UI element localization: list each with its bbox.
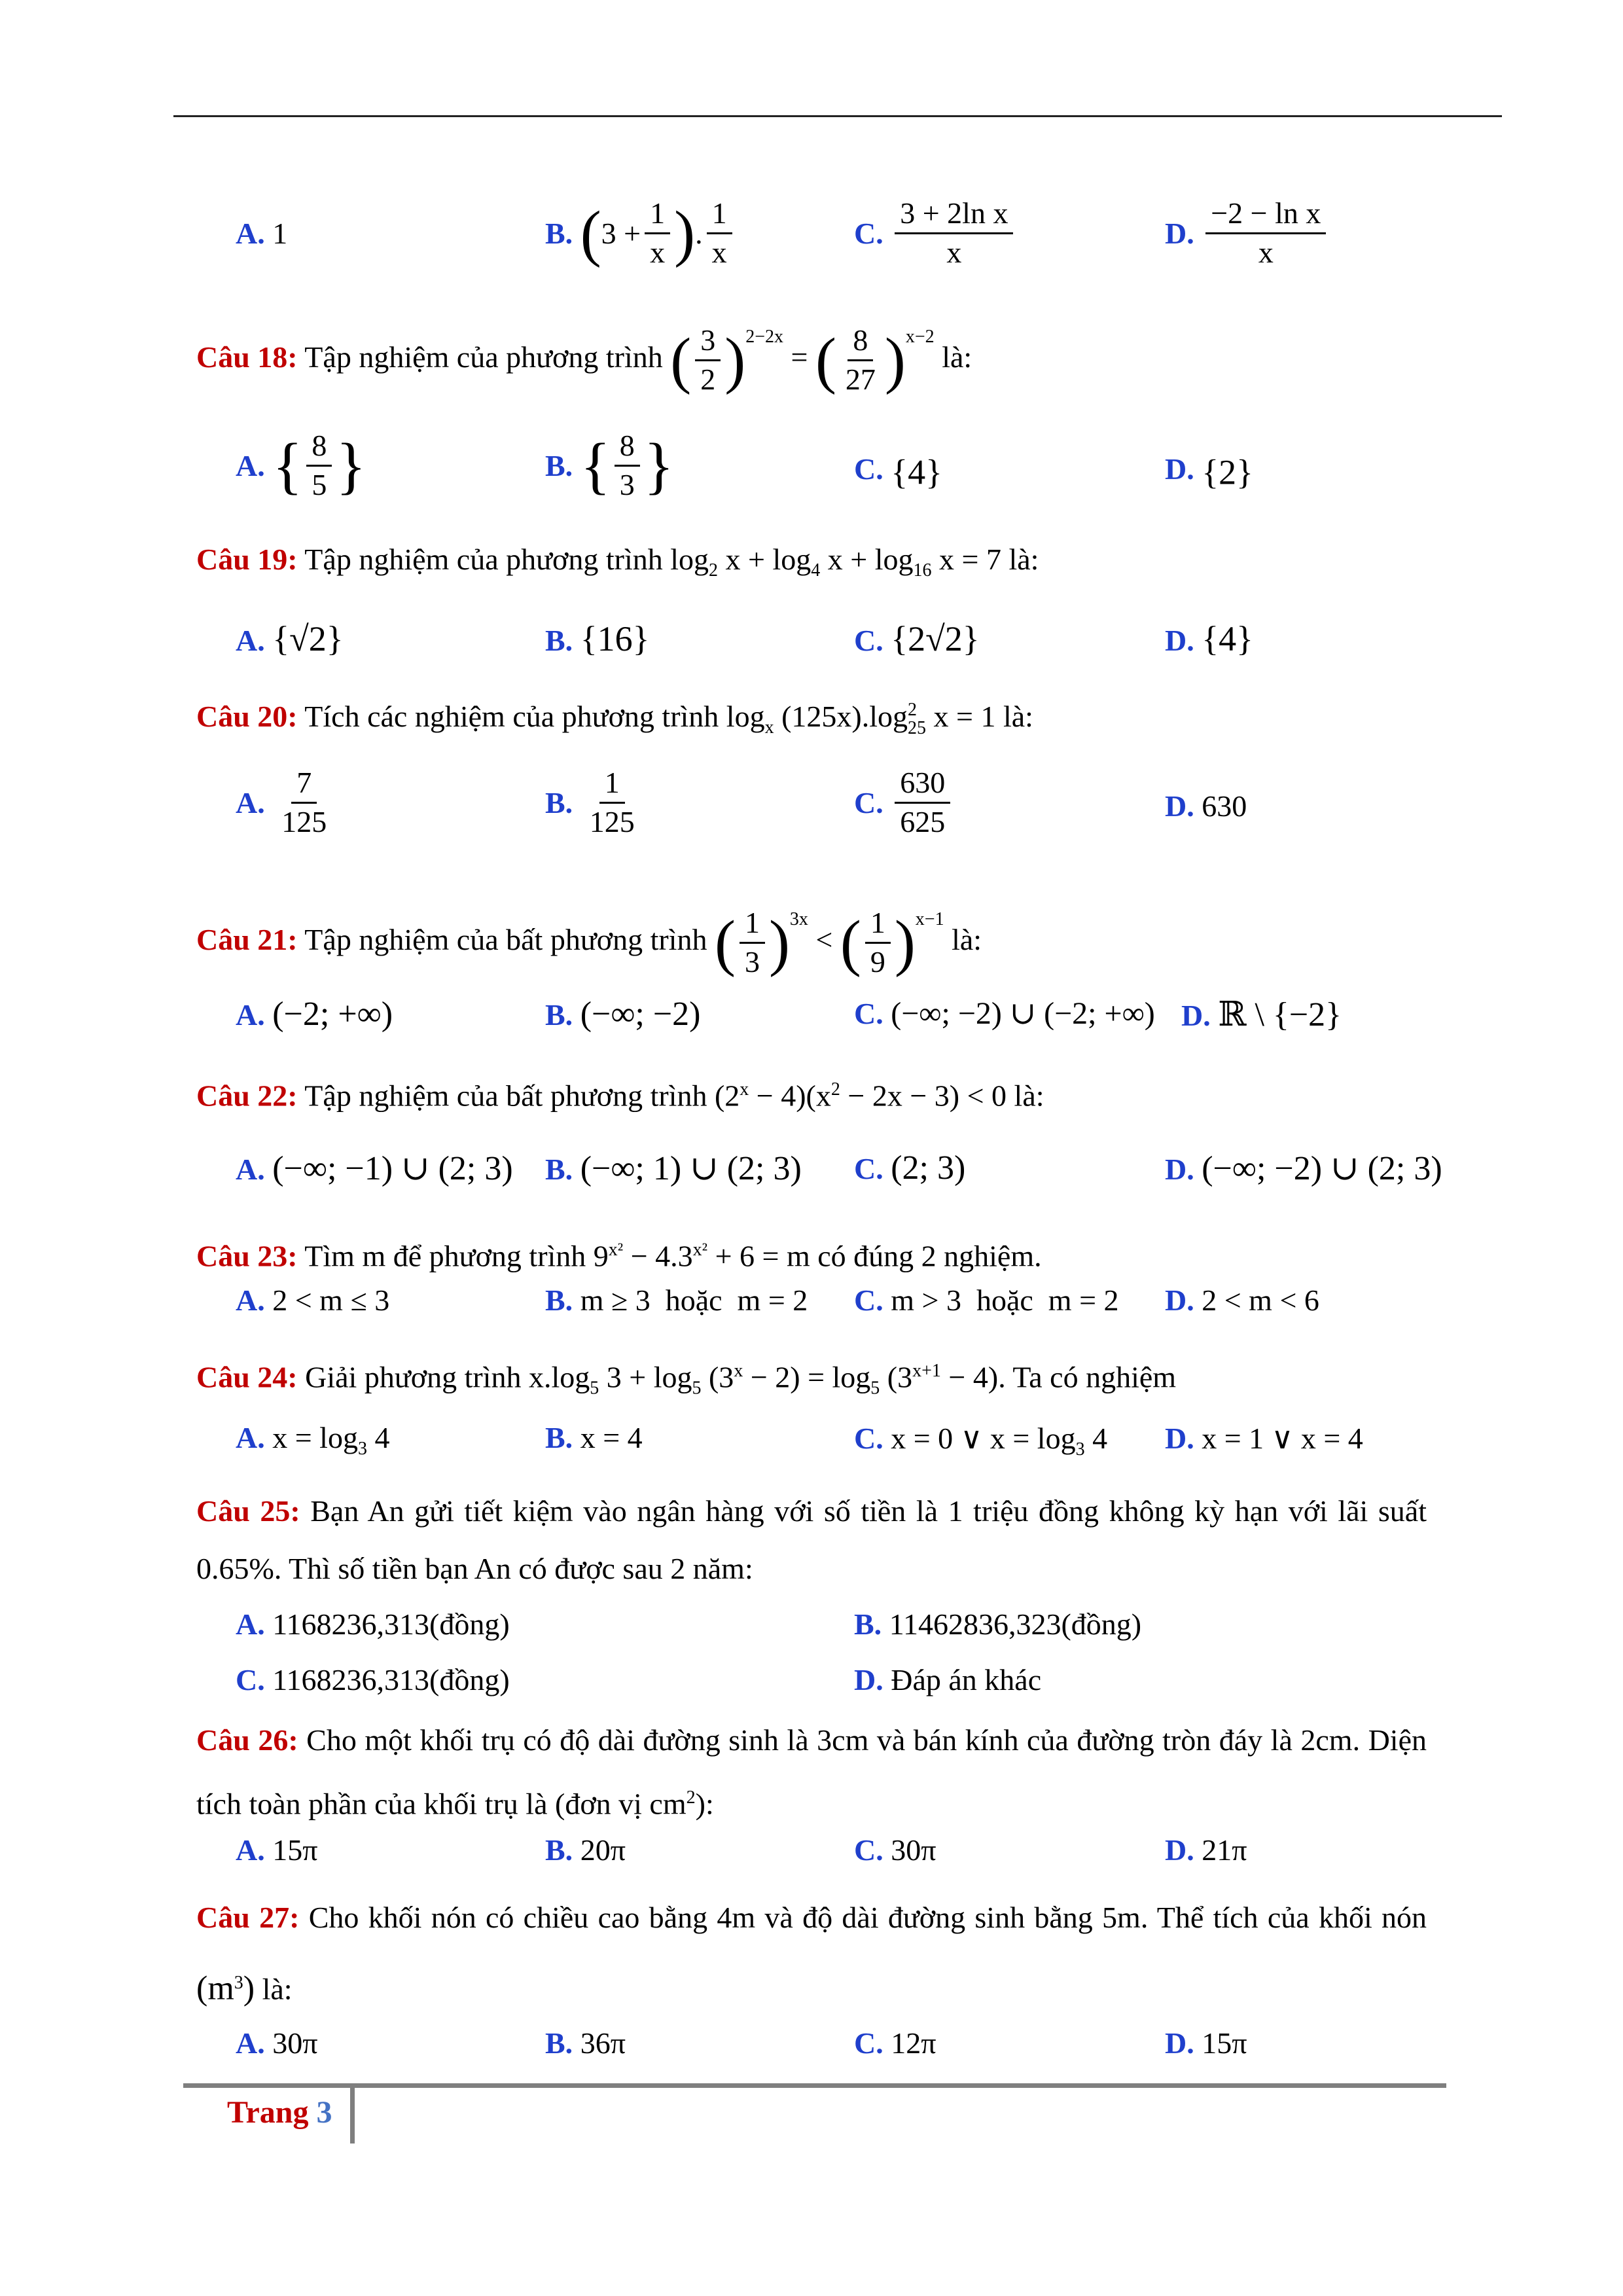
q20-a-fraction: $\frac{7}{125}$ [281, 766, 327, 838]
q23-option-b[interactable]: B. m ≥ 3 hoặc m = 2 [545, 1283, 808, 1317]
footer-rule [183, 2083, 1446, 2088]
q19-option-a[interactable]: A. {√2} [236, 619, 344, 658]
q18-option-b[interactable]: B. { $\frac{8}{3}$ } [545, 429, 674, 501]
q23-option-d[interactable]: D. 2 < m < 6 [1165, 1283, 1319, 1317]
page-footer [227, 2094, 332, 2130]
q21-stem: Câu 21: Tập nghiệm của bất phương trình ( $\frac{1}{3}$ )$^{3x}$ < ( $\frac{1}{9}$ )$^{x-1}$ là: [196, 906, 982, 978]
q26-option-a[interactable]: A. 15π [236, 1833, 318, 1867]
q24-stem: Câu 24: Giải phương trình $x.\log_5$ $3 + \log_5 (3^x - 2) = \log_5 (3^{x+1} - 4)$. Ta có nghiệm [196, 1360, 1177, 1399]
q21-option-b[interactable]: B. (−∞; −2) [545, 996, 701, 1033]
q19-option-c[interactable]: C. {2√2} [854, 619, 980, 658]
q17-d-fraction: $\frac{\text{−2 − ln x}}{x}$ [1205, 196, 1326, 270]
q27-option-c[interactable]: C. 12π [854, 2026, 936, 2060]
q18-base-1: $\frac{3}{2}$ [695, 323, 721, 397]
q26-option-c[interactable]: C. 30π [854, 1833, 936, 1867]
q20-stem: Câu 20: Tích các nghiệm của phương trình $\log_x (125x).\log$ 2 25 x = 1 là: [196, 700, 1033, 739]
footer-separator [350, 2088, 355, 2144]
q19-stem: Câu 19: Tập nghiệm của phương trình $\log_2 x + \log_4 x + \log_{16} x = 7$ là: [196, 543, 1039, 581]
q24-option-b[interactable]: B. x = 4 [545, 1421, 643, 1454]
q25-option-d[interactable]: D. Đáp án khác [854, 1663, 1042, 1696]
q22-option-c[interactable]: C. (2; 3) [854, 1149, 966, 1187]
page-number: 3 [316, 2095, 332, 2130]
q25-option-b[interactable]: B. 11462836,323(đồng) [854, 1607, 1142, 1641]
q23-option-a[interactable]: A. 2 < m ≤ 3 [236, 1283, 390, 1317]
q19-option-b[interactable]: B. {16} [545, 619, 650, 658]
q17-option-b[interactable]: B. (3 + $\frac{1}{x}$ ). $\frac{1}{x}$ [545, 196, 736, 270]
q27-option-b[interactable]: B. 36π [545, 2026, 626, 2060]
q25-option-c[interactable]: C. 1168236,313(đồng) [236, 1663, 510, 1696]
q20-option-b[interactable]: B. $\frac{1}{125}$ [545, 766, 644, 840]
q21-option-d[interactable]: D. ℝ \ {−2} [1181, 996, 1342, 1033]
q25-option-a[interactable]: A. 1168236,313(đồng) [236, 1607, 510, 1641]
q20-option-a[interactable]: A. $\frac{7}{125}$ [236, 766, 336, 840]
q18-b-fraction: $\frac{8}{3}$ [615, 429, 640, 503]
q17-c-fraction: $\frac{\text{3 + 2ln x}}{x}$ [895, 196, 1013, 270]
q24-option-a[interactable]: A. $x = \log_3 4$ [236, 1421, 390, 1460]
q18-a-fraction: $\frac{8}{5}$ [306, 429, 332, 503]
q22-option-a[interactable]: A. (−∞; −1) ∪ (2; 3) [236, 1150, 513, 1187]
q27-option-d[interactable]: D. 15π [1165, 2026, 1247, 2060]
q24-option-d[interactable]: D. x = 1 ∨ x = 4 [1165, 1422, 1363, 1455]
q20-c-fraction: $\frac{630}{625}$ [895, 766, 950, 840]
q20-option-c[interactable]: C. $\frac{630}{625}$ [854, 766, 954, 840]
q18-base-2: $\frac{8}{27}$ [845, 323, 876, 396]
q17-option-d[interactable]: D. $\frac{\text{−2 − ln x}}{x}$ [1165, 196, 1330, 270]
q21-option-a[interactable]: A. (−2; +∞) [236, 996, 393, 1033]
q17-b-fraction-2: $\frac{1}{x}$ [707, 196, 732, 270]
header-rule [173, 115, 1502, 117]
q17-option-c[interactable]: C. $\frac{\text{3 + 2ln x}}{x}$ [854, 196, 1017, 270]
q19-option-d[interactable]: D. {4} [1165, 619, 1254, 658]
q18-option-c[interactable]: C. {4} [854, 452, 943, 492]
q22-stem: Câu 22: Tập nghiệm của bất phương trình $(2^x - 4)(x^2 - 2x - 3) < 0$ là: [196, 1079, 1044, 1113]
q25-stem: Câu 25: Bạn An gửi tiết kiệm vào ngân hàng với số tiền là 1 triệu đồng không kỳ hạn với lãi suất 0.65%. Thì số tiền bạn An có được sau 2 năm: [196, 1494, 1427, 1585]
q22-option-b[interactable]: B. (−∞; 1) ∪ (2; 3) [545, 1150, 802, 1187]
q21-base-1: $\frac{1}{3}$ [740, 906, 765, 980]
q21-option-c[interactable]: C. (−∞; −2) ∪ (−2; +∞) [854, 996, 1155, 1031]
q22-option-d[interactable]: D. (−∞; −2) ∪ (2; 3) [1165, 1150, 1442, 1187]
q27-stem: Câu 27: Cho khối nón có chiều cao bằng 4m và độ dài đường sinh bằng 5m. Thể tích của khối nón $(m^3)$ là: [196, 1901, 1427, 2007]
q17-option-a[interactable]: A. 1 [236, 217, 288, 250]
q20-b-fraction: $\frac{1}{125}$ [589, 766, 635, 838]
q18-stem: Câu 18: Tập nghiệm của phương trình ( $\frac{3}{2}$ )$^{2-2x}$ = ( $\frac{8}{27}$ )$^{x-2}$ là: [196, 323, 972, 396]
footer-label: Trang [227, 2095, 309, 2130]
q20-option-d[interactable]: D. 630 [1165, 789, 1247, 823]
q27-option-a[interactable]: A. 30π [236, 2026, 318, 2060]
q26-stem: Câu 26: Cho một khối trụ có độ dài đường sinh là 3cm và bán kính của đường tròn đáy là 2cm. Diện tích toàn phần của khối trụ là (đơn vị $cm^2$): [196, 1723, 1427, 1821]
q24-option-c[interactable]: C. x = 0 ∨ $x = \log_3 4$ [854, 1422, 1108, 1460]
q26-option-b[interactable]: B. 20π [545, 1833, 626, 1867]
q17-b-fraction-1: $\frac{1}{x}$ [645, 196, 670, 270]
q23-stem: Câu 23: Tìm m để phương trình $9^{x^2} - 4.3^{x^2} + 6 = m$ có đúng 2 nghiệm. [196, 1239, 1042, 1273]
q18-option-a[interactable]: A. { $\frac{8}{5}$ } [236, 429, 366, 501]
q21-base-2: $\frac{1}{9}$ [865, 906, 891, 980]
q18-option-d[interactable]: D. {2} [1165, 452, 1254, 492]
q23-option-c[interactable]: C. m > 3 hoặc m = 2 [854, 1283, 1119, 1317]
q26-option-d[interactable]: D. 21π [1165, 1833, 1247, 1867]
